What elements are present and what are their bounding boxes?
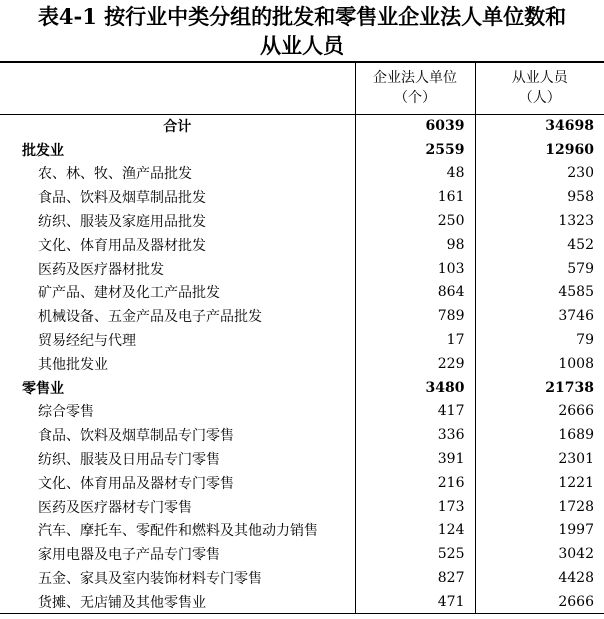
title-line-1: 表4-1 按行业中类分组的批发和零售业企业法人单位数和 [37,4,567,29]
row-units: 3480 [355,376,475,400]
row-units: 391 [355,447,475,471]
row-units: 250 [355,209,475,233]
row-units: 124 [355,519,475,543]
table-body [0,114,604,614]
row-units: 789 [355,304,475,328]
row-name: 家用电器及电子产品专门零售 [0,542,355,566]
row-name: 食品、饮料及烟草制品批发 [0,185,355,209]
row-name: 机械设备、五金产品及电子产品批发 [0,304,355,328]
row-name: 纺织、服装及日用品专门零售 [0,447,355,471]
row-units: 103 [355,257,475,281]
header-persons [475,62,604,114]
row-name: 医药及医疗器材批发 [0,257,355,281]
row-persons: 2666 [558,403,594,420]
table-row [0,209,604,233]
table-row [0,542,604,566]
row-name: 批发业 [0,138,355,162]
row-persons: 79 [576,332,594,349]
row-units: 229 [355,352,475,376]
row-name: 五金、家具及室内装饰材料专门零售 [0,566,355,590]
table-row [0,590,604,614]
row-units: 17 [355,328,475,352]
header-persons-label: 从业人员 [511,70,568,87]
row-name: 文化、体育用品及器材专门零售 [0,471,355,495]
row-units: 864 [355,281,475,305]
row-persons: 1689 [558,427,594,444]
row-units: 6039 [355,114,475,138]
row-persons: 1997 [558,522,594,539]
header-units-label: 企业法人单位 [373,70,457,87]
row-persons: 2666 [558,593,594,610]
row-persons: 958 [567,189,594,206]
table-row [0,138,604,162]
row-units: 216 [355,471,475,495]
header-persons-unit: （人） [518,90,561,107]
table-row [0,281,604,305]
table-row [0,233,604,257]
row-persons: 34698 [545,118,594,135]
page-title [0,2,604,60]
table-row [0,447,604,471]
row-units: 161 [355,185,475,209]
header-category [0,62,355,114]
header-units [355,62,475,114]
row-name: 货摊、无店铺及其他零售业 [0,590,355,614]
row-name: 纺织、服装及家庭用品批发 [0,209,355,233]
row-units: 336 [355,423,475,447]
table-row [0,257,604,281]
table-row [0,376,604,400]
row-units: 525 [355,542,475,566]
table-row [0,162,604,186]
row-units: 48 [355,162,475,186]
table-row [0,566,604,590]
table-row [0,185,604,209]
table-row [0,423,604,447]
row-persons: 4428 [558,570,594,587]
row-persons: 1323 [558,213,594,230]
row-name: 食品、饮料及烟草制品专门零售 [0,423,355,447]
table-row [0,352,604,376]
table-row [0,471,604,495]
row-persons: 579 [567,260,594,277]
row-persons: 3042 [558,546,594,563]
row-persons: 1008 [558,355,594,372]
table-row [0,519,604,543]
table-header [0,62,604,114]
row-persons: 230 [567,165,594,182]
header-units-unit: （个） [394,90,436,107]
row-name: 医药及医疗器材专门零售 [0,495,355,519]
row-units: 471 [355,590,475,614]
row-units: 2559 [355,138,475,162]
data-table [0,61,604,614]
row-units: 827 [355,566,475,590]
row-persons: 4585 [558,284,594,301]
row-units: 173 [355,495,475,519]
row-name: 汽车、摩托车、零配件和燃料及其他动力销售 [0,519,355,543]
table-row [0,304,604,328]
row-persons: 3746 [558,308,594,325]
row-name: 合计 [0,114,355,138]
table-row [0,114,604,138]
row-name: 文化、体育用品及器材批发 [0,233,355,257]
row-units: 417 [355,400,475,424]
row-name: 矿产品、建材及化工产品批发 [0,281,355,305]
row-name: 其他批发业 [0,352,355,376]
row-persons: 21738 [545,379,594,396]
title-line-2: 从业人员 [260,33,344,58]
row-persons: 452 [567,236,594,253]
row-name: 农、林、牧、渔产品批发 [0,162,355,186]
row-units: 98 [355,233,475,257]
row-persons: 12960 [545,141,594,158]
row-name: 贸易经纪与代理 [0,328,355,352]
row-persons: 1728 [558,498,594,515]
table-row [0,495,604,519]
row-persons: 2301 [558,451,594,468]
row-name: 综合零售 [0,400,355,424]
table-row [0,400,604,424]
row-name: 零售业 [0,376,355,400]
row-persons: 1221 [558,474,594,491]
table-row [0,328,604,352]
